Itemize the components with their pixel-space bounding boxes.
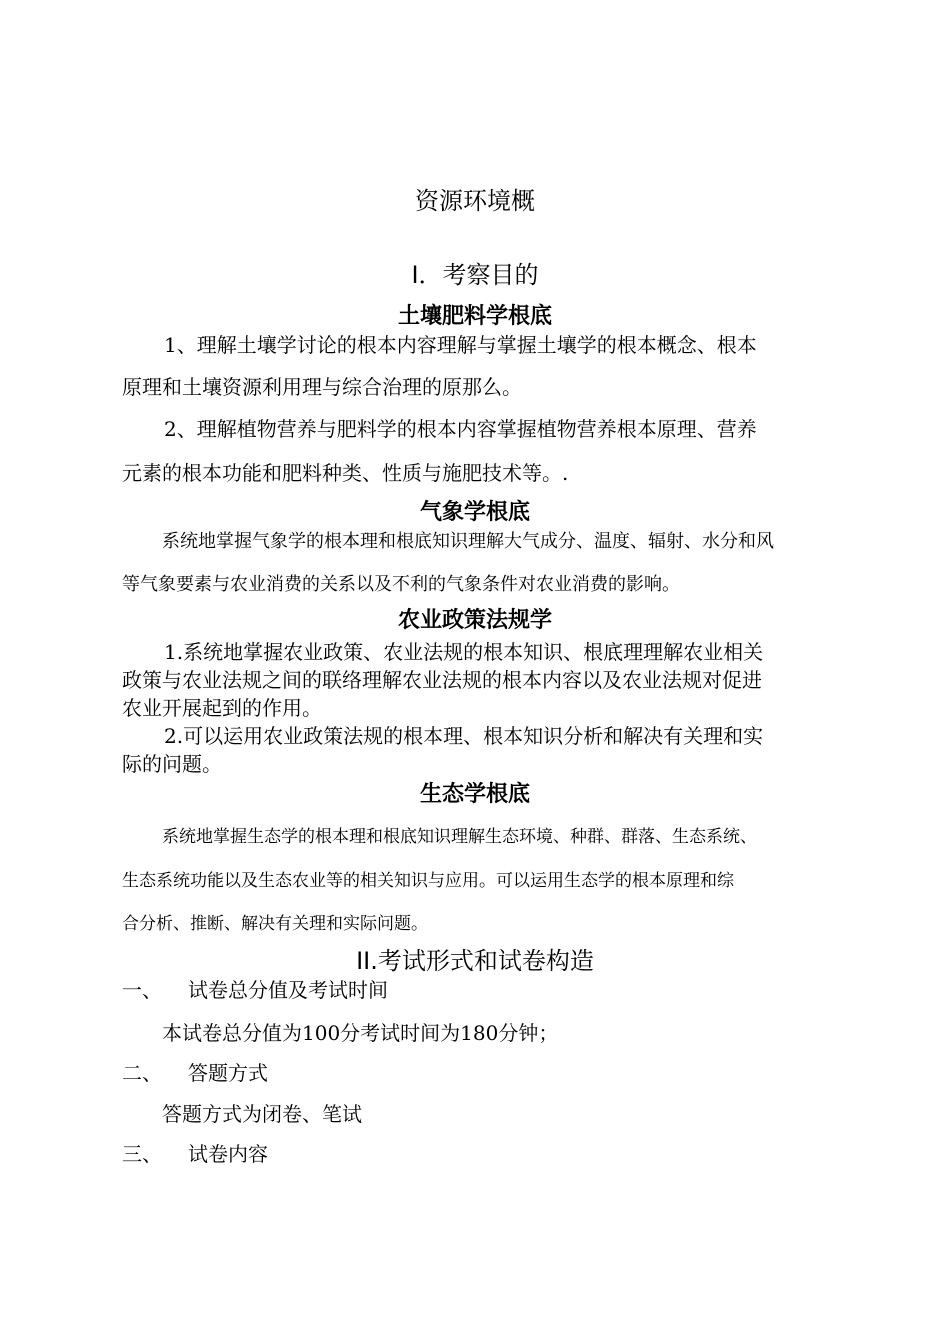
subheading-ecology: 生态学根底: [419, 781, 530, 807]
list-item-1-text: 本试卷总分值为100分考试时间为180分钟；: [162, 1021, 559, 1045]
list-item-3-number: 三、: [122, 1142, 162, 1166]
policy-paragraph-1-line-2: 政策与农业法规之间的联络理解农业法规的根本内容以及农业法规对促进: [122, 668, 762, 692]
soil-paragraph-1-line-1: 1、理解土壤学讨论的根本内容理解与掌握土壤学的根本概念、根本: [164, 333, 757, 357]
soil-paragraph-1-line-2: 原理和土壤资源利用理与综合治理的原那么。: [122, 375, 522, 399]
subheading-soil: 土壤肥料学根底: [397, 303, 552, 329]
list-item-2: [122, 1057, 268, 1086]
policy-paragraph-2-line-1: 2.可以运用农业政策法规的根本理、根本知识分析和解决有关理和实: [164, 724, 764, 748]
list-item-3-label: 试卷内容: [188, 1142, 268, 1166]
ecology-line-1: 系统地掌握生态学的根本理和根底知识理解生态环境、种群、群落、生态系统、: [162, 827, 757, 847]
weather-line-1: 系统地掌握气象学的根本理和根底知识理解大气成分、温度、辐射、水分和风: [162, 531, 774, 552]
soil-paragraph-2-line-2: 元素的根本功能和肥料种类、性质与施肥技术等。.: [122, 461, 569, 485]
subheading-policy: 农业政策法规学: [397, 607, 552, 633]
list-item-2-label: 答题方式: [188, 1061, 268, 1085]
policy-paragraph-1-line-3: 农业开展起到的作用。: [122, 696, 322, 720]
section-heading-exam-format: II.考试形式和试卷构造: [356, 947, 594, 975]
list-item-3: [122, 1138, 268, 1167]
list-item-2-text: 答题方式为闭卷、笔试: [162, 1102, 362, 1126]
list-item-2-number: 二、: [122, 1061, 162, 1085]
soil-paragraph-2-line-1: 2、理解植物营养与肥料学的根本内容掌握植物营养根本原理、营养: [164, 417, 757, 441]
ecology-line-2: 生态系统功能以及生态农业等的相关知识与应用。可以运用生态学的根本原理和综: [122, 871, 734, 891]
weather-line-2: 等气象要素与农业消费的关系以及不利的气象条件对农业消费的影响。: [122, 574, 680, 595]
document-title: 资源环境概: [415, 187, 535, 215]
ecology-line-3: 合分析、推断、解决有关理和实际问题。: [122, 914, 428, 934]
list-item-1-label: 试卷总分值及考试时间: [188, 978, 388, 1002]
policy-paragraph-2-line-2: 际的问题。: [122, 752, 222, 776]
policy-paragraph-1-line-1: 1.系统地掌握农业政策、农业法规的根本知识、根底理理解农业相关: [164, 640, 764, 664]
list-item-1: [122, 974, 388, 1003]
section-heading-objectives: I．考察目的: [411, 261, 539, 289]
subheading-weather: 气象学根底: [419, 499, 530, 525]
list-item-1-number: 一、: [122, 978, 162, 1002]
